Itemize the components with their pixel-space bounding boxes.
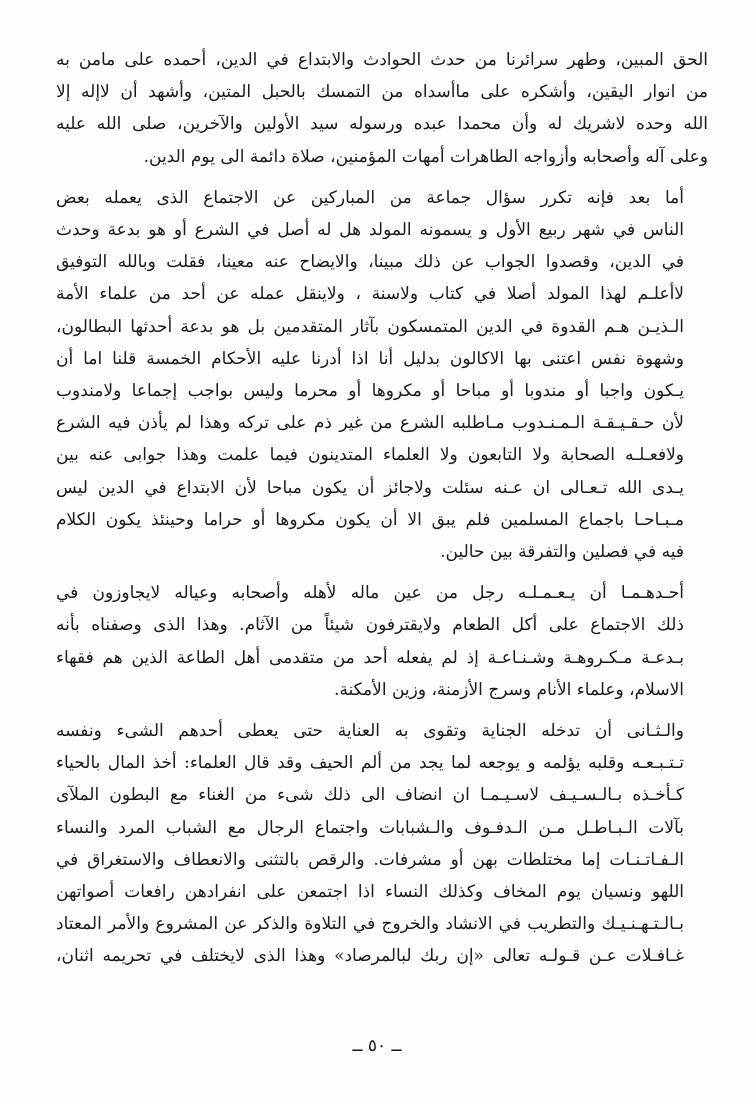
text-line: فيه في فصلين والتفرقة بين حالين. (440, 542, 684, 563)
text-line: أحـدهـمـا أن يـعـمـلـه رجل من عين ماله لأهله وأصحابه وعياله لايجاوزون في (56, 583, 684, 604)
text-line: بآلات الـبـاطـل مـن الـدفـوف والـشبابات واجتماع الرجال مع الشباب المرد والنساء (56, 817, 684, 838)
text-line: في الدين، وقصدوا الجواب عن ذلك مبينا، والايضاح عنه معينا، فقلت وبالله التوفيق (56, 252, 684, 273)
text-line: الـفـاتـنـات إما مختلطات بهن أو مشرفات. والرقص بالتثنى والانعطاف والاستغراق في (56, 849, 684, 870)
paragraph-2 (56, 182, 708, 568)
text-line: يـدى الله تـعـالى ان عـنه سئلت ولاجائز أن يكون مباحا لأن الابتداع في الدين ليس (56, 477, 684, 498)
text-line: يـكون واجبا أو مندوبا أو مباحا أو مكروها أو محرما وليس بواجب إجماعا ولامندوب (56, 381, 684, 402)
text-line: ذلك الاجتماع على أكل الطعام ولايقترفون شيئاً من الآثام. وهذا الذى وصفناه بأنه (56, 615, 684, 636)
text-line: ولافعـلـه الصحابة ولا التابعون ولا العلماء المتدينون فيما علمت وهذا جوابى عنه بين (56, 445, 684, 466)
text-line: كـأخـذه بـالـسـيـف لاسـيـمـا ان انضاف الى ذلك شىء من الغناء مع البطون الملآى (56, 785, 684, 806)
page-body-text (56, 44, 708, 982)
page-number: ــ ٥٠ ــ (352, 1036, 402, 1056)
text-line: تـتـبـعـه وقلبه يؤلمه و يوجعه لما يجد من ألم الحيف وقد قال العلماء: أخذ المال بالحياء (56, 753, 684, 774)
text-line: وشهوة نفس اعتنى بها الاكالون بدليل أنا اذا أدرنا عليه الأحكام الخمسة قلنا اما أن (56, 348, 684, 369)
text-line: بـالـتـهـنـيـك والتطريب في الانشاد والخروج في التلاوة والذكر عن المشروع والأمر المعتاد (56, 914, 684, 935)
text-line: والـثـانى أن تدخله الجناية وتقوى به العناية حتى يعطى أحدهم الشىء ونفسه (56, 721, 684, 742)
text-line: غـافـلات عـن قـولـه تعالى «إن ربك لبالمرصاد» وهذا الذى لايختلف في تحريمه اثنان، (56, 946, 684, 967)
text-line: اللهو ونسيان يوم المخاف وكذلك النساء اذا اجتمعن على انفرادهن رافعات أصواتهن (56, 882, 684, 903)
text-line: بـدعـة مـكـروهـة وشـنـاعـة إذ لم يفعله أحد من متقدمى أهل الطاعة الذين هم فقهاء (56, 647, 684, 668)
text-line: لاأعلـم لهذا المولد أصلا في كتاب ولاسنة ، ولاينقل عمله عن أحد من علماء الأمة (56, 284, 684, 305)
paragraph-1 (56, 44, 708, 173)
paragraph-3 (56, 577, 708, 706)
text-line: أما بعد فإنه تكرر سؤال جماعة من المباركين عن الاجتماع الذى يعمله بعض (56, 187, 684, 208)
text-line: وعلى آله وأصحابه وأزواجه الطاهرات أمهات المؤمنين، صلاة دائمة الى يوم الدين. (143, 146, 708, 167)
text-line: الاسلام، وعلماء الأنام وسرج الأزمنة، وزين الأمكنة. (333, 679, 684, 700)
text-line: مـبـاحـا باجماع المسلمين فلم يبق الا أن يكون مكروها أو حراما وحينئذ يكون الكلام (56, 509, 684, 530)
text-line: الـذيـن هـم القدوة في الدين المتمسكون بآثار المتقدمين بل هو بدعة أحدثها البطالون، (56, 316, 684, 337)
text-line: لأن حـقـيـقـة الـمـنـدوب مـاطلبه الشرع من غير ذم على تركه وهذا لم يأذن فيه الشرع (56, 413, 684, 434)
paragraph-4 (56, 715, 708, 973)
text-line: من انوار اليقين، وأشكره على ماأسداه من التمسك بالحبل المتين، وأشهد أن لاإله إلا (56, 82, 708, 103)
text-line: الحق المبين، وطهر سرائرنا من حدث الحوادث والابتداع في الدين، أحمده على مامن به (56, 50, 708, 70)
text-line: الله وحده لاشريك له وأن محمدا عبده ورسوله سيد الأولين والآخرين، صلى الله عليه (56, 114, 708, 135)
text-line: الناس في شهر ربيع الأول و يسمونه المولد هل له أصل في الشرع أو هو بدعة وحدث (56, 220, 684, 241)
